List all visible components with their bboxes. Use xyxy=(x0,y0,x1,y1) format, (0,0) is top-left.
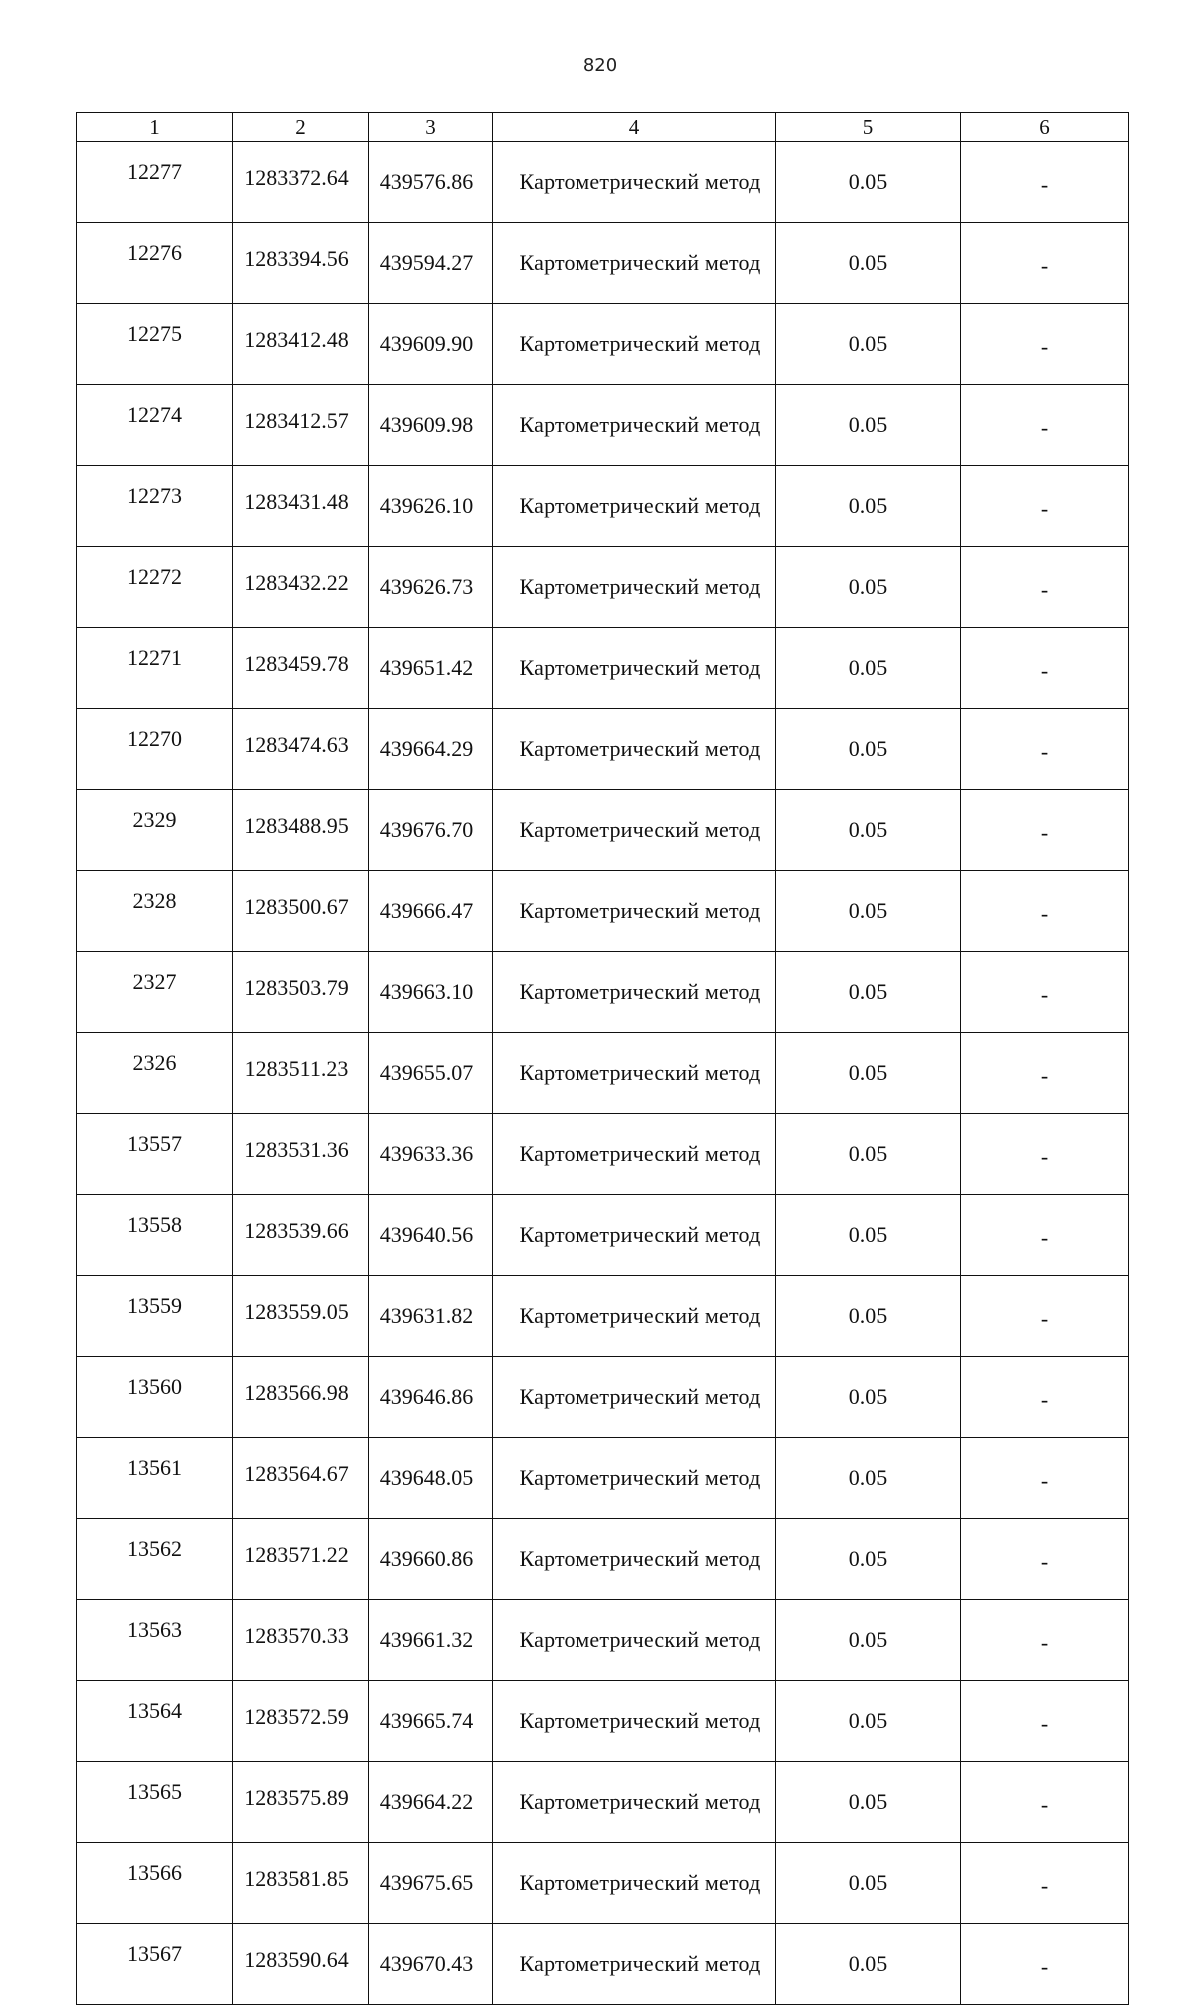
point-number-cell: 13567 xyxy=(77,1924,233,2005)
table-row xyxy=(77,1519,1129,1600)
method-cell: Картометрический метод xyxy=(493,1843,776,1924)
method-cell: Картометрический метод xyxy=(493,871,776,952)
table-row xyxy=(77,1438,1129,1519)
method-cell: Картометрический метод xyxy=(493,304,776,385)
y-coordinate-cell: 439646.86 xyxy=(369,1357,493,1438)
point-number-cell: 13559 xyxy=(77,1276,233,1357)
y-coordinate-cell: 439633.36 xyxy=(369,1114,493,1195)
x-coordinate-cell: 1283503.79 xyxy=(233,952,369,1033)
note-cell: - xyxy=(961,304,1129,385)
point-number-cell: 12277 xyxy=(77,142,233,223)
note-cell: - xyxy=(961,628,1129,709)
y-coordinate-cell: 439626.73 xyxy=(369,547,493,628)
column-header-2: 2 xyxy=(233,113,369,142)
point-number-cell: 13566 xyxy=(77,1843,233,1924)
table-row xyxy=(77,547,1129,628)
y-coordinate-cell: 439664.22 xyxy=(369,1762,493,1843)
note-cell: - xyxy=(961,790,1129,871)
method-cell: Картометрический метод xyxy=(493,790,776,871)
method-cell: Картометрический метод xyxy=(493,1357,776,1438)
method-cell: Картометрический метод xyxy=(493,628,776,709)
y-coordinate-cell: 439648.05 xyxy=(369,1438,493,1519)
point-number-cell: 13565 xyxy=(77,1762,233,1843)
accuracy-cell: 0.05 xyxy=(776,1438,961,1519)
accuracy-cell: 0.05 xyxy=(776,952,961,1033)
x-coordinate-cell: 1283559.05 xyxy=(233,1276,369,1357)
table-row xyxy=(77,304,1129,385)
accuracy-cell: 0.05 xyxy=(776,1114,961,1195)
method-cell: Картометрический метод xyxy=(493,1114,776,1195)
point-number-cell: 13558 xyxy=(77,1195,233,1276)
point-number-cell: 13560 xyxy=(77,1357,233,1438)
column-header-6: 6 xyxy=(961,113,1129,142)
note-cell: - xyxy=(961,223,1129,304)
x-coordinate-cell: 1283575.89 xyxy=(233,1762,369,1843)
point-number-cell: 2327 xyxy=(77,952,233,1033)
y-coordinate-cell: 439626.10 xyxy=(369,466,493,547)
x-coordinate-cell: 1283511.23 xyxy=(233,1033,369,1114)
x-coordinate-cell: 1283531.36 xyxy=(233,1114,369,1195)
accuracy-cell: 0.05 xyxy=(776,1924,961,2005)
table-row xyxy=(77,871,1129,952)
accuracy-cell: 0.05 xyxy=(776,871,961,952)
method-cell: Картометрический метод xyxy=(493,709,776,790)
method-cell: Картометрический метод xyxy=(493,1924,776,2005)
note-cell: - xyxy=(961,1843,1129,1924)
y-coordinate-cell: 439676.70 xyxy=(369,790,493,871)
accuracy-cell: 0.05 xyxy=(776,1600,961,1681)
table-row xyxy=(77,1357,1129,1438)
x-coordinate-cell: 1283394.56 xyxy=(233,223,369,304)
method-cell: Картометрический метод xyxy=(493,1276,776,1357)
x-coordinate-cell: 1283500.67 xyxy=(233,871,369,952)
method-cell: Картометрический метод xyxy=(493,1519,776,1600)
y-coordinate-cell: 439664.29 xyxy=(369,709,493,790)
method-cell: Картометрический метод xyxy=(493,952,776,1033)
method-cell: Картометрический метод xyxy=(493,1438,776,1519)
x-coordinate-cell: 1283590.64 xyxy=(233,1924,369,2005)
table-row xyxy=(77,1033,1129,1114)
x-coordinate-cell: 1283474.63 xyxy=(233,709,369,790)
table-row xyxy=(77,952,1129,1033)
x-coordinate-cell: 1283459.78 xyxy=(233,628,369,709)
note-cell: - xyxy=(961,709,1129,790)
point-number-cell: 13561 xyxy=(77,1438,233,1519)
accuracy-cell: 0.05 xyxy=(776,790,961,871)
point-number-cell: 13557 xyxy=(77,1114,233,1195)
note-cell: - xyxy=(961,142,1129,223)
method-cell: Картометрический метод xyxy=(493,223,776,304)
table-row xyxy=(77,790,1129,871)
accuracy-cell: 0.05 xyxy=(776,1357,961,1438)
note-cell: - xyxy=(961,385,1129,466)
y-coordinate-cell: 439666.47 xyxy=(369,871,493,952)
x-coordinate-cell: 1283412.48 xyxy=(233,304,369,385)
table-row xyxy=(77,385,1129,466)
x-coordinate-cell: 1283431.48 xyxy=(233,466,369,547)
point-number-cell: 2328 xyxy=(77,871,233,952)
column-header-1: 1 xyxy=(77,113,233,142)
x-coordinate-cell: 1283570.33 xyxy=(233,1600,369,1681)
x-coordinate-cell: 1283412.57 xyxy=(233,385,369,466)
method-cell: Картометрический метод xyxy=(493,547,776,628)
note-cell: - xyxy=(961,1438,1129,1519)
point-number-cell: 12271 xyxy=(77,628,233,709)
y-coordinate-cell: 439609.98 xyxy=(369,385,493,466)
table-row xyxy=(77,1600,1129,1681)
y-coordinate-cell: 439663.10 xyxy=(369,952,493,1033)
table-row xyxy=(77,142,1129,223)
accuracy-cell: 0.05 xyxy=(776,1276,961,1357)
note-cell: - xyxy=(961,871,1129,952)
point-number-cell: 12275 xyxy=(77,304,233,385)
y-coordinate-cell: 439576.86 xyxy=(369,142,493,223)
table-row xyxy=(77,466,1129,547)
method-cell: Картометрический метод xyxy=(493,466,776,547)
table-row xyxy=(77,1924,1129,2005)
y-coordinate-cell: 439609.90 xyxy=(369,304,493,385)
note-cell: - xyxy=(961,1357,1129,1438)
point-number-cell: 12274 xyxy=(77,385,233,466)
note-cell: - xyxy=(961,952,1129,1033)
accuracy-cell: 0.05 xyxy=(776,466,961,547)
accuracy-cell: 0.05 xyxy=(776,709,961,790)
point-number-cell: 2326 xyxy=(77,1033,233,1114)
header-row xyxy=(77,113,1129,142)
point-number-cell: 12273 xyxy=(77,466,233,547)
method-cell: Картометрический метод xyxy=(493,142,776,223)
note-cell: - xyxy=(961,1519,1129,1600)
point-number-cell: 2329 xyxy=(77,790,233,871)
table-body xyxy=(77,142,1129,2005)
accuracy-cell: 0.05 xyxy=(776,1843,961,1924)
y-coordinate-cell: 439655.07 xyxy=(369,1033,493,1114)
table-row xyxy=(77,1762,1129,1843)
table-row xyxy=(77,1843,1129,1924)
note-cell: - xyxy=(961,1114,1129,1195)
column-header-5: 5 xyxy=(776,113,961,142)
note-cell: - xyxy=(961,1033,1129,1114)
point-number-cell: 12270 xyxy=(77,709,233,790)
y-coordinate-cell: 439631.82 xyxy=(369,1276,493,1357)
note-cell: - xyxy=(961,547,1129,628)
point-number-cell: 13562 xyxy=(77,1519,233,1600)
table-row xyxy=(77,709,1129,790)
x-coordinate-cell: 1283572.59 xyxy=(233,1681,369,1762)
note-cell: - xyxy=(961,1195,1129,1276)
x-coordinate-cell: 1283539.66 xyxy=(233,1195,369,1276)
note-cell: - xyxy=(961,466,1129,547)
y-coordinate-cell: 439661.32 xyxy=(369,1600,493,1681)
accuracy-cell: 0.05 xyxy=(776,1681,961,1762)
accuracy-cell: 0.05 xyxy=(776,1033,961,1114)
table-row xyxy=(77,223,1129,304)
x-coordinate-cell: 1283564.67 xyxy=(233,1438,369,1519)
table-header xyxy=(77,113,1129,142)
point-number-cell: 13563 xyxy=(77,1600,233,1681)
accuracy-cell: 0.05 xyxy=(776,385,961,466)
table-row xyxy=(77,1114,1129,1195)
note-cell: - xyxy=(961,1600,1129,1681)
point-number-cell: 12276 xyxy=(77,223,233,304)
x-coordinate-cell: 1283571.22 xyxy=(233,1519,369,1600)
y-coordinate-cell: 439675.65 xyxy=(369,1843,493,1924)
accuracy-cell: 0.05 xyxy=(776,628,961,709)
note-cell: - xyxy=(961,1924,1129,2005)
y-coordinate-cell: 439651.42 xyxy=(369,628,493,709)
x-coordinate-cell: 1283432.22 xyxy=(233,547,369,628)
accuracy-cell: 0.05 xyxy=(776,223,961,304)
accuracy-cell: 0.05 xyxy=(776,1195,961,1276)
column-header-3: 3 xyxy=(369,113,493,142)
note-cell: - xyxy=(961,1681,1129,1762)
accuracy-cell: 0.05 xyxy=(776,142,961,223)
table-row xyxy=(77,1681,1129,1762)
point-number-cell: 13564 xyxy=(77,1681,233,1762)
x-coordinate-cell: 1283488.95 xyxy=(233,790,369,871)
accuracy-cell: 0.05 xyxy=(776,304,961,385)
y-coordinate-cell: 439640.56 xyxy=(369,1195,493,1276)
x-coordinate-cell: 1283581.85 xyxy=(233,1843,369,1924)
method-cell: Картометрический метод xyxy=(493,385,776,466)
accuracy-cell: 0.05 xyxy=(776,547,961,628)
table-row xyxy=(77,1276,1129,1357)
note-cell: - xyxy=(961,1276,1129,1357)
column-header-4: 4 xyxy=(493,113,776,142)
table-row xyxy=(77,1195,1129,1276)
method-cell: Картометрический метод xyxy=(493,1033,776,1114)
y-coordinate-cell: 439660.86 xyxy=(369,1519,493,1600)
x-coordinate-cell: 1283566.98 xyxy=(233,1357,369,1438)
y-coordinate-cell: 439594.27 xyxy=(369,223,493,304)
method-cell: Картометрический метод xyxy=(493,1600,776,1681)
method-cell: Картометрический метод xyxy=(493,1195,776,1276)
accuracy-cell: 0.05 xyxy=(776,1762,961,1843)
note-cell: - xyxy=(961,1762,1129,1843)
page-number: 820 xyxy=(582,55,618,76)
table-row xyxy=(77,628,1129,709)
y-coordinate-cell: 439670.43 xyxy=(369,1924,493,2005)
coordinates-table xyxy=(76,112,1129,2005)
method-cell: Картометрический метод xyxy=(493,1681,776,1762)
point-number-cell: 12272 xyxy=(77,547,233,628)
method-cell: Картометрический метод xyxy=(493,1762,776,1843)
x-coordinate-cell: 1283372.64 xyxy=(233,142,369,223)
accuracy-cell: 0.05 xyxy=(776,1519,961,1600)
y-coordinate-cell: 439665.74 xyxy=(369,1681,493,1762)
